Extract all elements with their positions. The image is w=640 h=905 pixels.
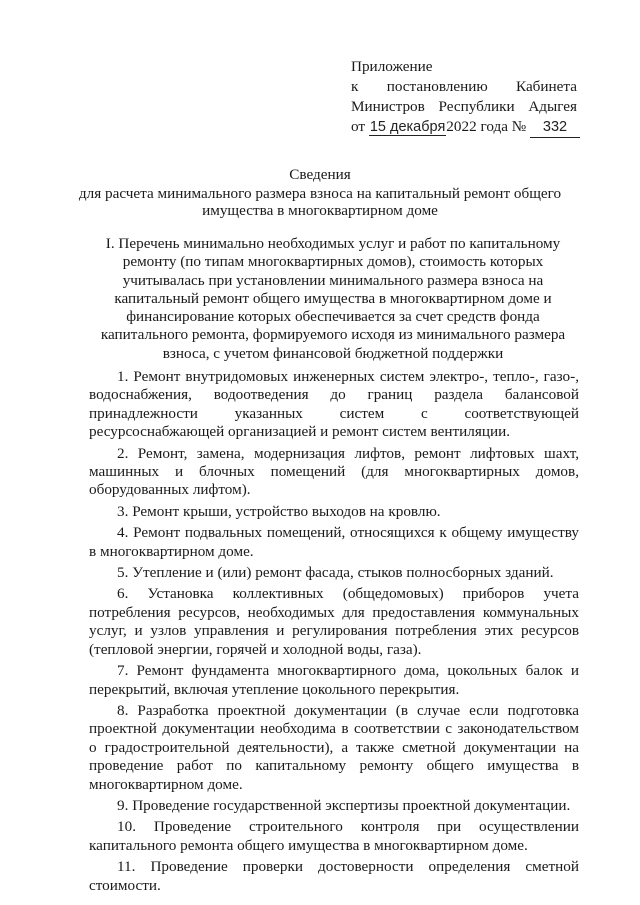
date-prefix: от xyxy=(351,118,366,135)
header-word: Министров xyxy=(351,98,425,115)
header-word: к xyxy=(351,78,359,95)
list-item: 9. Проведение государственной экспертизы проектной документации. xyxy=(117,796,571,814)
document-subtitle-line-1: для расчета минимального размера взноса на капитальный ремонт общего xyxy=(78,185,562,202)
list-item: 1. Ремонт внутридомовых инженерных систем электро-, тепло-, газо-, водоснабжения, водоотведения до границ раздела балансовой принадлежности указанных систем с соответствующей ресурсоснабжающей организацией и ремонт систем вентиляции. xyxy=(89,368,579,441)
header-word: Республики xyxy=(438,98,515,115)
list-item: 6. Установка коллективных (общедомовых) приборов учета потребления ресурсов, необходимых для предоставления коммунальных услуг, и узлов управления и регулирования потребления этих ресурсов (тепловой энергии, горячей и холодной воды, газа). xyxy=(89,585,579,658)
header-word: постановлению xyxy=(386,78,488,95)
list-item: 11. Проведение проверки достоверности определения сметной стоимости. xyxy=(89,858,579,894)
services-list xyxy=(89,368,579,898)
list-item: 7. Ремонт фундамента многоквартирного дома, цокольных балок и перекрытий, включая утепление цокольного перекрытия. xyxy=(89,662,579,698)
header-word: Адыгея xyxy=(528,98,577,115)
document-subtitle-line-2: имущества в многоквартирном доме xyxy=(202,202,438,219)
date-year: 2022 года № xyxy=(446,118,527,135)
list-item: 10. Проведение строительного контроля при осуществлении капитального ремонта общего имущества в многоквартирном доме. xyxy=(89,818,579,854)
list-item: 3. Ремонт крыши, устройство выходов на кровлю. xyxy=(117,502,441,520)
header-line-2 xyxy=(351,77,577,97)
list-item: 8. Разработка проектной документации (в случае если подготовка проектной документации необходима в соответствии с законодательством о градостроительной деятельности), а также сметной документации на проведение работ по капитальному ремонту общего имущества в многоквартирном доме. xyxy=(89,701,579,793)
header-line-3 xyxy=(351,97,577,117)
attachment-header xyxy=(351,57,577,138)
handwritten-number: 332 xyxy=(530,117,580,138)
header-word: Кабинета xyxy=(516,78,577,95)
section-heading: I. Перечень минимально необходимых услуг и работ по капитальному ремонту (по типам многоквартирных домов), стоимость которых учитывалась при установлении минимального размера взноса на капитальный ремонт общего имущества в многоквартирном доме и финансирование которых обеспечивается за счет средств фонда капитального ремонта, формируемого исходя из минимального размера взноса, с учетом финансовой бюджетной поддержки xyxy=(100,235,566,362)
list-item: 5. Утепление и (или) ремонт фасада, стыков полносборных зданий. xyxy=(117,564,554,582)
list-item: 4. Ремонт подвальных помещений, относящихся к общему имуществу в многоквартирном доме. xyxy=(89,524,579,560)
handwritten-date: 15 декабря xyxy=(369,119,446,135)
list-item: 2. Ремонт, замена, модернизация лифтов, ремонт лифтовых шахт, машинных и блочных помещений (для многоквартирных домов, оборудованных лифтом). xyxy=(89,444,579,499)
document-title: Сведения xyxy=(289,166,351,183)
header-line-4 xyxy=(351,117,577,138)
header-line-1: Приложение xyxy=(351,58,433,75)
